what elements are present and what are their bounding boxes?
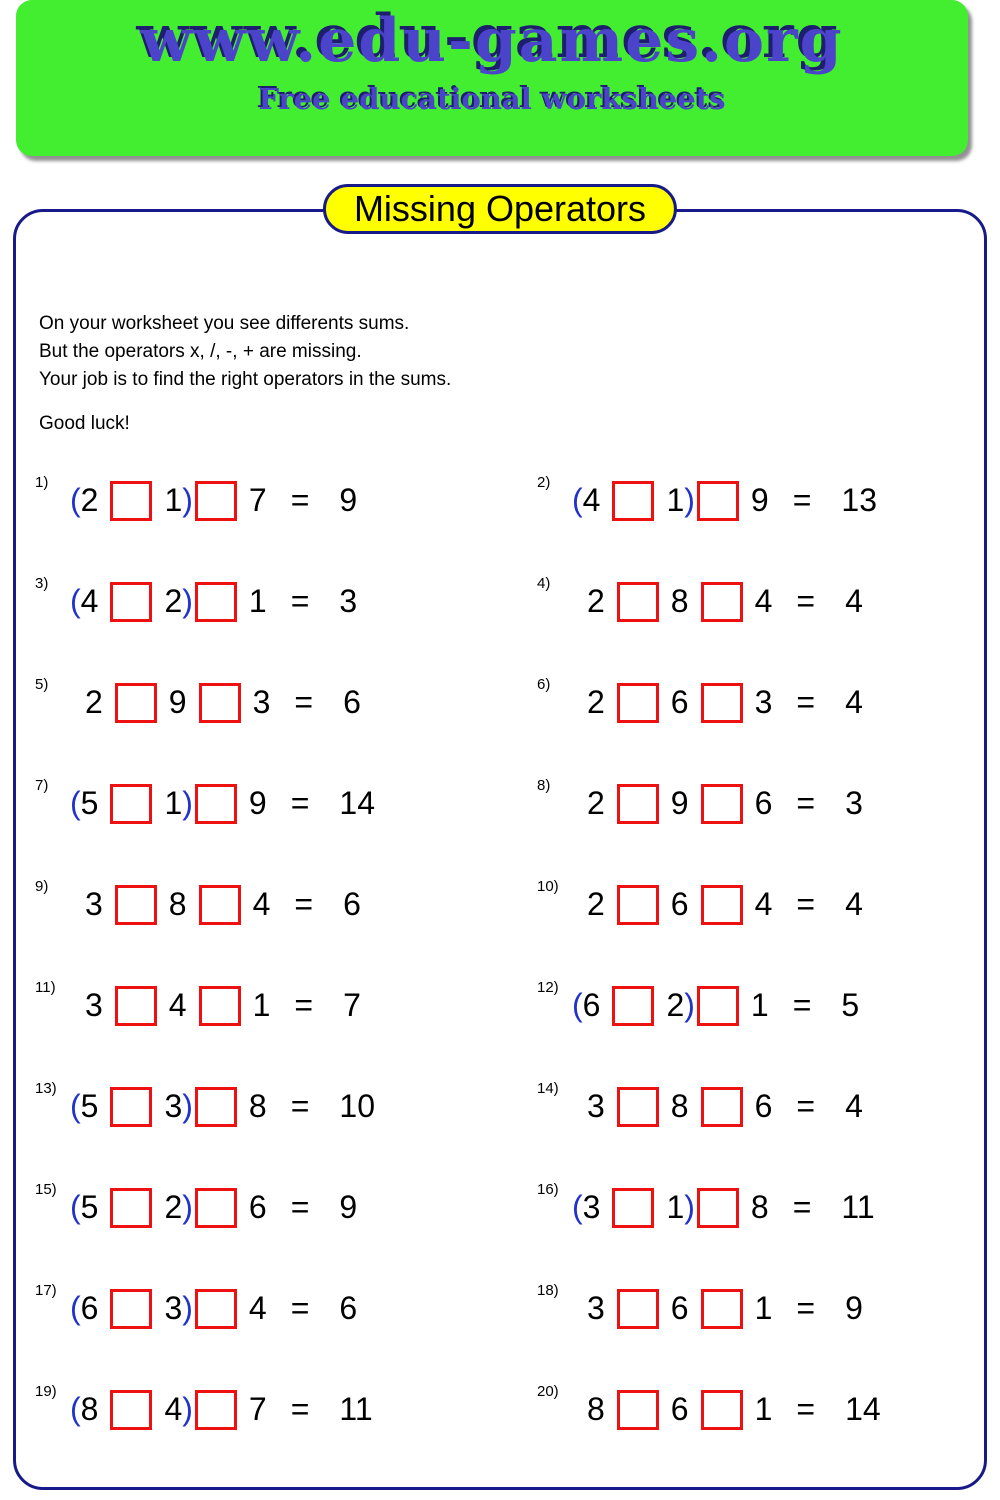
problem-number: 15) bbox=[35, 1181, 57, 1198]
equation bbox=[70, 1289, 357, 1329]
equation bbox=[572, 1289, 863, 1329]
equation bbox=[572, 1087, 863, 1127]
operand-a: 2 bbox=[587, 886, 605, 922]
site-banner bbox=[16, 0, 968, 156]
operator-box[interactable] bbox=[199, 885, 241, 925]
problem-row bbox=[35, 551, 537, 652]
operand-c: 7 bbox=[248, 482, 267, 518]
result-value: 6 bbox=[343, 886, 361, 922]
operand-a: 4 bbox=[80, 583, 99, 619]
result-value: 7 bbox=[343, 987, 361, 1023]
operator-box[interactable] bbox=[195, 1087, 237, 1127]
problem-row bbox=[537, 1056, 975, 1157]
close-paren: ) bbox=[182, 482, 193, 518]
result-value: 11 bbox=[841, 1189, 875, 1225]
problem-row bbox=[537, 955, 975, 1056]
operand-a: 2 bbox=[587, 785, 605, 821]
close-paren: ) bbox=[684, 987, 695, 1023]
problem-row bbox=[537, 450, 975, 551]
operand-b: 2 bbox=[164, 583, 183, 619]
problem-number: 14) bbox=[537, 1080, 559, 1097]
problem-number: 6) bbox=[537, 676, 551, 693]
problem-number: 5) bbox=[35, 676, 49, 693]
open-paren: ( bbox=[70, 785, 81, 821]
close-paren: ) bbox=[684, 1189, 695, 1225]
result-value: 6 bbox=[339, 1290, 358, 1326]
equals-sign: = bbox=[290, 1391, 310, 1427]
problem-row bbox=[35, 1359, 537, 1460]
problem-number: 17) bbox=[35, 1282, 57, 1299]
problem-number: 7) bbox=[35, 777, 49, 794]
operand-a: 3 bbox=[85, 987, 103, 1023]
operand-c: 4 bbox=[754, 583, 773, 619]
equation bbox=[572, 582, 863, 622]
problem-row bbox=[537, 1359, 975, 1460]
instructions bbox=[39, 310, 451, 394]
operator-box[interactable] bbox=[612, 986, 654, 1026]
operand-b: 9 bbox=[168, 684, 187, 720]
problem-number: 16) bbox=[537, 1181, 559, 1198]
problem-number: 19) bbox=[35, 1383, 57, 1400]
equals-sign: = bbox=[796, 886, 816, 922]
operator-box[interactable] bbox=[110, 1390, 152, 1430]
operator-box[interactable] bbox=[617, 582, 659, 622]
problem-number: 13) bbox=[35, 1080, 57, 1097]
result-value: 14 bbox=[339, 785, 375, 821]
equals-sign: = bbox=[796, 684, 816, 720]
problem-row bbox=[35, 1157, 537, 1258]
operand-b: 2 bbox=[164, 1189, 183, 1225]
problem-row bbox=[35, 1056, 537, 1157]
operator-box[interactable] bbox=[115, 683, 157, 723]
operand-b: 1 bbox=[164, 482, 183, 518]
operand-a: 2 bbox=[587, 684, 605, 720]
operand-a: 5 bbox=[80, 785, 99, 821]
equation bbox=[70, 986, 361, 1026]
problem-row bbox=[537, 1258, 975, 1359]
problem-number: 12) bbox=[537, 979, 559, 996]
problems-grid bbox=[35, 450, 975, 1460]
problem-number: 20) bbox=[537, 1383, 559, 1400]
equals-sign: = bbox=[796, 1088, 816, 1124]
site-title: www.edu-games.org bbox=[140, 6, 844, 76]
operator-box[interactable] bbox=[110, 1289, 152, 1329]
operator-box[interactable] bbox=[195, 1390, 237, 1430]
close-paren: ) bbox=[182, 1391, 193, 1427]
operand-c: 8 bbox=[248, 1088, 267, 1124]
operand-a: 8 bbox=[587, 1391, 605, 1427]
operator-box[interactable] bbox=[697, 1188, 739, 1228]
equation bbox=[70, 784, 375, 824]
problem-row bbox=[35, 854, 537, 955]
operator-box[interactable] bbox=[199, 986, 241, 1026]
problem-number: 9) bbox=[35, 878, 49, 895]
result-value: 14 bbox=[845, 1391, 881, 1427]
open-paren: ( bbox=[70, 1290, 81, 1326]
problem-number: 11) bbox=[35, 979, 56, 996]
operand-c: 4 bbox=[248, 1290, 267, 1326]
operator-box[interactable] bbox=[612, 481, 654, 521]
operator-box[interactable] bbox=[617, 1087, 659, 1127]
operand-a: 3 bbox=[587, 1290, 605, 1326]
open-paren: ( bbox=[572, 987, 583, 1023]
problem-row bbox=[537, 551, 975, 652]
problem-number: 3) bbox=[35, 575, 49, 592]
result-value: 4 bbox=[845, 583, 863, 619]
operand-b: 4 bbox=[168, 987, 187, 1023]
operator-box[interactable] bbox=[115, 986, 157, 1026]
operator-box[interactable] bbox=[701, 784, 743, 824]
open-paren: ( bbox=[572, 1189, 583, 1225]
problem-number: 8) bbox=[537, 777, 551, 794]
operand-b: 3 bbox=[164, 1088, 183, 1124]
operand-a: 3 bbox=[587, 1088, 605, 1124]
equation bbox=[70, 582, 357, 622]
result-value: 11 bbox=[339, 1391, 373, 1427]
open-paren: ( bbox=[70, 1088, 81, 1124]
operator-box[interactable] bbox=[701, 582, 743, 622]
operator-box[interactable] bbox=[110, 582, 152, 622]
operand-b: 2 bbox=[666, 987, 685, 1023]
operand-b: 6 bbox=[670, 1391, 689, 1427]
instruction-line: But the operators x, /, -, + are missing. bbox=[39, 341, 362, 362]
problem-number: 4) bbox=[537, 575, 551, 592]
problem-number: 2) bbox=[537, 474, 551, 491]
operand-c: 3 bbox=[252, 684, 271, 720]
equals-sign: = bbox=[792, 1189, 812, 1225]
operand-a: 2 bbox=[85, 684, 103, 720]
open-paren: ( bbox=[70, 1391, 81, 1427]
operand-a: 6 bbox=[582, 987, 601, 1023]
operand-c: 9 bbox=[248, 785, 267, 821]
equation bbox=[572, 683, 863, 723]
operand-a: 2 bbox=[587, 583, 605, 619]
equals-sign: = bbox=[796, 583, 816, 619]
operand-b: 1 bbox=[666, 482, 685, 518]
problem-number: 10) bbox=[537, 878, 559, 895]
operand-c: 4 bbox=[754, 886, 773, 922]
operator-box[interactable] bbox=[617, 1289, 659, 1329]
equals-sign: = bbox=[290, 583, 310, 619]
operand-b: 8 bbox=[670, 1088, 689, 1124]
operand-b: 1 bbox=[666, 1189, 685, 1225]
problem-row bbox=[537, 753, 975, 854]
result-value: 13 bbox=[841, 482, 877, 518]
operand-b: 6 bbox=[670, 684, 689, 720]
worksheet-title-badge: Missing Operators bbox=[323, 184, 677, 234]
operand-a: 3 bbox=[582, 1189, 601, 1225]
problem-row bbox=[35, 955, 537, 1056]
operand-c: 1 bbox=[754, 1391, 773, 1427]
instruction-line: On your worksheet you see differents sums. bbox=[39, 313, 410, 334]
operand-c: 9 bbox=[750, 482, 769, 518]
equation bbox=[572, 885, 863, 925]
equation bbox=[572, 1188, 875, 1228]
open-paren: ( bbox=[70, 1189, 81, 1225]
operand-b: 8 bbox=[670, 583, 689, 619]
operand-c: 6 bbox=[754, 1088, 773, 1124]
result-value: 9 bbox=[339, 1189, 358, 1225]
operand-a: 3 bbox=[85, 886, 103, 922]
instruction-line: Your job is to find the right operators in the sums. bbox=[39, 369, 452, 390]
operator-box[interactable] bbox=[701, 683, 743, 723]
problem-number: 1) bbox=[35, 474, 49, 491]
equation bbox=[70, 1087, 375, 1127]
operator-box[interactable] bbox=[617, 683, 659, 723]
problem-row bbox=[537, 1157, 975, 1258]
operand-a: 4 bbox=[582, 482, 601, 518]
result-value: 9 bbox=[339, 482, 358, 518]
operator-box[interactable] bbox=[110, 481, 152, 521]
equals-sign: = bbox=[290, 785, 310, 821]
operand-c: 1 bbox=[252, 987, 271, 1023]
operator-box[interactable] bbox=[195, 481, 237, 521]
operand-c: 7 bbox=[248, 1391, 267, 1427]
operand-a: 8 bbox=[80, 1391, 99, 1427]
close-paren: ) bbox=[684, 482, 695, 518]
operand-c: 6 bbox=[754, 785, 773, 821]
operator-box[interactable] bbox=[195, 1289, 237, 1329]
result-value: 9 bbox=[845, 1290, 863, 1326]
equation bbox=[70, 481, 357, 521]
operand-c: 1 bbox=[750, 987, 769, 1023]
equals-sign: = bbox=[792, 987, 812, 1023]
operator-box[interactable] bbox=[701, 1087, 743, 1127]
close-paren: ) bbox=[182, 1088, 193, 1124]
problem-number: 18) bbox=[537, 1282, 559, 1299]
equation bbox=[572, 1390, 881, 1430]
operand-b: 8 bbox=[168, 886, 187, 922]
equals-sign: = bbox=[290, 1290, 310, 1326]
operand-b: 6 bbox=[670, 1290, 689, 1326]
result-value: 4 bbox=[845, 684, 863, 720]
operator-box[interactable] bbox=[195, 582, 237, 622]
equation bbox=[70, 1188, 357, 1228]
operand-a: 2 bbox=[80, 482, 99, 518]
operand-c: 1 bbox=[754, 1290, 773, 1326]
operator-box[interactable] bbox=[199, 683, 241, 723]
operand-c: 1 bbox=[248, 583, 267, 619]
operator-box[interactable] bbox=[701, 885, 743, 925]
open-paren: ( bbox=[70, 482, 81, 518]
problem-row bbox=[35, 753, 537, 854]
equals-sign: = bbox=[796, 1391, 816, 1427]
result-value: 3 bbox=[845, 785, 863, 821]
result-value: 4 bbox=[845, 1088, 863, 1124]
operand-c: 8 bbox=[750, 1189, 769, 1225]
operator-box[interactable] bbox=[110, 1087, 152, 1127]
good-luck-text: Good luck! bbox=[39, 413, 130, 434]
operator-box[interactable] bbox=[697, 986, 739, 1026]
operand-b: 9 bbox=[670, 785, 689, 821]
operator-box[interactable] bbox=[617, 1390, 659, 1430]
equals-sign: = bbox=[294, 886, 314, 922]
operand-a: 5 bbox=[80, 1088, 99, 1124]
open-paren: ( bbox=[70, 583, 81, 619]
problem-row bbox=[537, 854, 975, 955]
site-subtitle: Free educational worksheets bbox=[258, 82, 726, 116]
equals-sign: = bbox=[796, 785, 816, 821]
equals-sign: = bbox=[290, 1189, 310, 1225]
operand-a: 6 bbox=[80, 1290, 99, 1326]
equals-sign: = bbox=[294, 684, 314, 720]
operator-box[interactable] bbox=[115, 885, 157, 925]
operator-box[interactable] bbox=[195, 1188, 237, 1228]
operator-box[interactable] bbox=[195, 784, 237, 824]
equation bbox=[572, 986, 859, 1026]
equals-sign: = bbox=[290, 1088, 310, 1124]
equation bbox=[70, 1390, 373, 1430]
problem-row bbox=[35, 652, 537, 753]
operand-b: 6 bbox=[670, 886, 689, 922]
result-value: 3 bbox=[339, 583, 358, 619]
equals-sign: = bbox=[290, 482, 310, 518]
operator-box[interactable] bbox=[697, 481, 739, 521]
operand-c: 3 bbox=[754, 684, 773, 720]
close-paren: ) bbox=[182, 583, 193, 619]
problem-row bbox=[537, 652, 975, 753]
result-value: 6 bbox=[343, 684, 361, 720]
equals-sign: = bbox=[294, 987, 314, 1023]
operand-c: 4 bbox=[252, 886, 271, 922]
open-paren: ( bbox=[572, 482, 583, 518]
operand-c: 6 bbox=[248, 1189, 267, 1225]
problem-row bbox=[35, 1258, 537, 1359]
problem-row bbox=[35, 450, 537, 551]
result-value: 10 bbox=[339, 1088, 375, 1124]
operand-a: 5 bbox=[80, 1189, 99, 1225]
operator-box[interactable] bbox=[110, 784, 152, 824]
operand-b: 3 bbox=[164, 1290, 183, 1326]
equation bbox=[572, 481, 877, 521]
equation bbox=[70, 885, 361, 925]
operator-box[interactable] bbox=[110, 1188, 152, 1228]
result-value: 5 bbox=[841, 987, 860, 1023]
close-paren: ) bbox=[182, 785, 193, 821]
equation bbox=[572, 784, 863, 824]
operator-box[interactable] bbox=[701, 1390, 743, 1430]
equals-sign: = bbox=[792, 482, 812, 518]
close-paren: ) bbox=[182, 1189, 193, 1225]
operand-b: 1 bbox=[164, 785, 183, 821]
operand-b: 4 bbox=[164, 1391, 183, 1427]
operator-box[interactable] bbox=[612, 1188, 654, 1228]
close-paren: ) bbox=[182, 1290, 193, 1326]
result-value: 4 bbox=[845, 886, 863, 922]
operator-box[interactable] bbox=[617, 784, 659, 824]
operator-box[interactable] bbox=[701, 1289, 743, 1329]
operator-box[interactable] bbox=[617, 885, 659, 925]
equals-sign: = bbox=[796, 1290, 816, 1326]
equation bbox=[70, 683, 361, 723]
